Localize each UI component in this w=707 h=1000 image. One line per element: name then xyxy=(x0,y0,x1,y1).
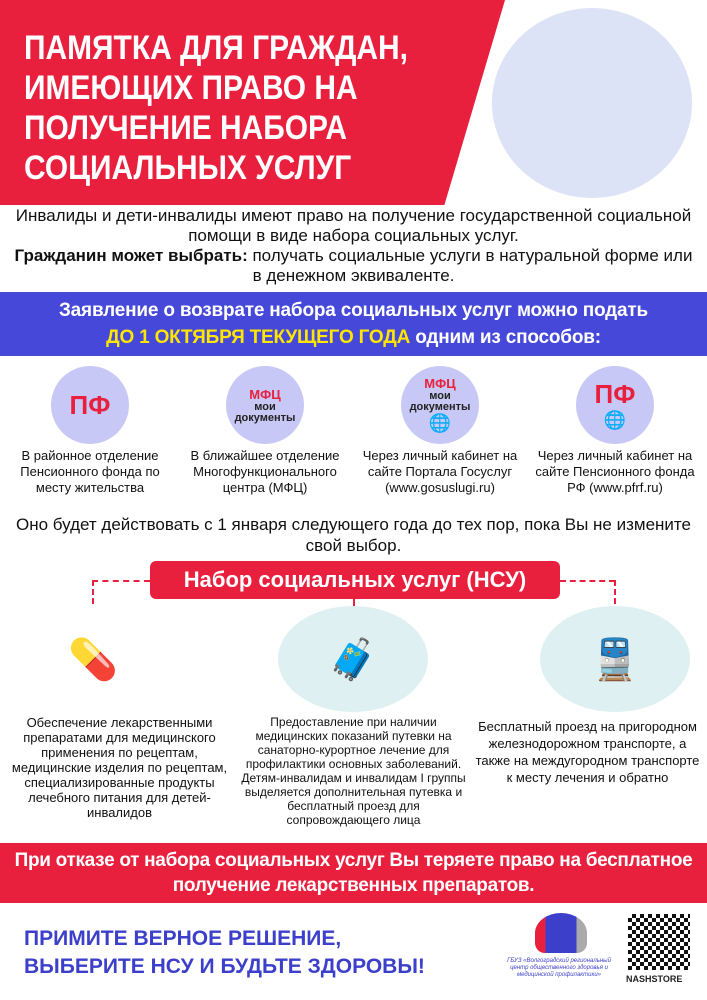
way-pfr-site xyxy=(530,366,700,496)
nashstore-label: NASHSTORE xyxy=(626,974,683,984)
moi-docs-logo-text: мои документы xyxy=(234,400,296,424)
mfc-logo-icon xyxy=(226,366,304,444)
divider xyxy=(92,580,94,604)
deadline-suffix: одним из способов: xyxy=(410,327,601,348)
way-pfr-office xyxy=(5,366,175,496)
page-title: ПАМЯТКА ДЛЯ ГРАЖДАН, ИМЕЮЩИХ ПРАВО НА ПОЛУЧЕНИЕ НАБОРА СОЦИАЛЬНЫХ УСЛУГ xyxy=(24,29,408,187)
globe-icon: 🌐 xyxy=(603,410,627,430)
divider xyxy=(560,580,615,582)
train-illustration: 🚆 xyxy=(540,606,690,712)
service-transport: Бесплатный проезд на пригородном железнодорожном транспорте, а также на междугородном транспорте к месту лечения и обратно xyxy=(475,719,700,785)
service-medicine: Обеспечение лекарственными препаратами для медицинского применения по рецептам, медицинские изделия по рецептам, специализированные продукты лечебного питания для детей- инвалидов xyxy=(11,715,228,820)
moi-docs-logo-text: мои документы xyxy=(409,390,471,413)
slogan-line: ПРИМИТЕ ВЕРНОЕ РЕШЕНИЕ, xyxy=(24,927,342,950)
org-name: ГБУЗ «Волгоградский региональный центр общественного здоровья и медицинской профилактики» xyxy=(507,958,611,978)
pfr-logo-text: ПФ xyxy=(594,379,636,409)
org-logo-icon xyxy=(535,913,587,953)
elderly-couple-illustration xyxy=(492,8,692,198)
slogan-line: ВЫБЕРИТЕ НСУ И БУДЬТЕ ЗДОРОВЫ! xyxy=(24,955,425,978)
validity-text: Оно будет действовать с 1 января следующего года до тех пор, пока Вы не измените свой выбор. xyxy=(16,515,691,555)
nsu-title: Набор социальных услуг (НСУ) xyxy=(150,561,560,599)
travel-illustration: 🧳 xyxy=(278,606,428,712)
pfr-web-icon xyxy=(576,366,654,444)
service-note: Детям-инвалидам и инвалидам I группы выделяется дополнительная путевка и бесплатный проезд для сопровождающего лица xyxy=(241,771,466,827)
service-text: Предоставление при наличии медицинских показаний путевки на санаторно-курортное лечение для профилактики основных заболеваний. xyxy=(245,715,462,771)
way-caption: Через личный кабинет на сайте Портала Госуслуг (www.gosuslugi.ru) xyxy=(362,448,518,495)
way-caption: Через личный кабинет на сайте Пенсионного фонда РФ (www.pfrf.ru) xyxy=(535,448,695,495)
services-list xyxy=(4,715,703,839)
divider xyxy=(614,580,616,604)
intro-text xyxy=(14,206,693,286)
intro-bold: Гражданин может выбрать: xyxy=(14,246,248,265)
divider xyxy=(92,580,150,582)
way-caption: В ближайшее отделение Многофункционального центра (МФЦ) xyxy=(190,448,340,495)
way-caption: В районное отделение Пенсионного фонда по месту жительства xyxy=(20,448,160,495)
warning-banner: При отказе от набора социальных услуг Вы теряете право на бесплатное получение лекарственных препаратов. xyxy=(0,843,707,903)
pfr-logo-icon xyxy=(51,366,129,444)
mfc-logo-text: МФЦ xyxy=(424,376,456,391)
way-gosuslugi xyxy=(355,366,525,496)
intro-choice: получать социальные услуги в натуральной форме или в денежном эквиваленте. xyxy=(247,246,693,285)
deadline-banner xyxy=(0,292,707,356)
mfc-web-icon xyxy=(401,366,479,444)
footer-slogan xyxy=(24,925,425,981)
qr-code[interactable] xyxy=(628,914,690,970)
deadline-date: ДО 1 ОКТЯБРЯ ТЕКУЩЕГО ГОДА xyxy=(106,327,411,348)
intro-line: Инвалиды и дети-инвалиды имеют право на получение государственной социальной помощи в виде набора социальных услуг. xyxy=(15,206,692,245)
way-mfc-office xyxy=(180,366,350,496)
mfc-logo-text: МФЦ xyxy=(249,386,281,402)
medicine-illustration: 💊 xyxy=(18,606,168,712)
pfr-logo-text: ПФ xyxy=(69,389,111,420)
globe-icon: 🌐 xyxy=(428,413,452,433)
deadline-text: Заявление о возврате набора социальных услуг можно подать xyxy=(58,300,648,321)
service-sanatorium xyxy=(238,715,469,839)
